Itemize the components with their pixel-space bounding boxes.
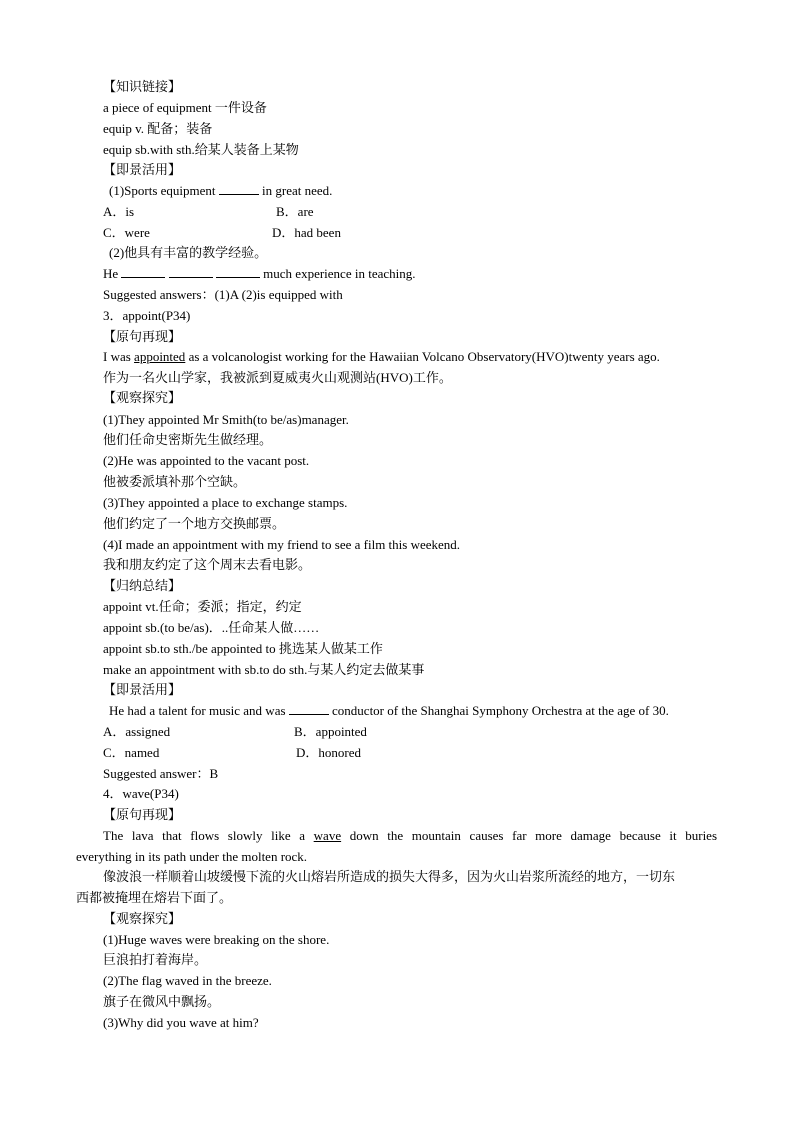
summary-line: appoint vt.任命；委派；指定，约定 <box>103 599 302 614</box>
section-heading-original-sentence: 【原句再现】 <box>103 807 182 822</box>
sentence-text: down the mountain causes far more damage because it buries <box>341 828 718 843</box>
example-sentence: (3)They appointed a place to exchange stamps. <box>103 495 348 510</box>
answer-blank <box>169 266 213 278</box>
translation-continued: 西都被掩埋在熔岩下面了。 <box>76 890 233 905</box>
original-sentence <box>103 828 717 844</box>
item-heading-wave: 4．wave(P34) <box>103 786 179 801</box>
option-d: D．had been <box>272 225 341 240</box>
example-sentence: (3)Why did you wave at him? <box>103 1015 259 1030</box>
example-sentence: (1)Huge waves were breaking on the shore. <box>103 932 330 947</box>
question-text: He <box>103 266 122 281</box>
section-heading-observe: 【观察探究】 <box>103 390 182 405</box>
option-c: C．named <box>103 745 160 760</box>
option-a: A．assigned <box>103 724 171 739</box>
question-2: (2)他具有丰富的教学经验。 <box>109 245 268 260</box>
translation: 像波浪一样顺着山坡缓慢下流的火山熔岩所造成的损失大得多，因为火山岩浆所流经的地方，一切东 <box>103 869 676 884</box>
answer-blank <box>289 703 329 715</box>
sentence-text: as a volcanologist working for the Hawaiian Volcano Observatory(HVO)twenty years ago. <box>185 349 660 364</box>
option-d: D．honored <box>296 745 361 760</box>
section-heading-summary: 【归纳总结】 <box>103 578 182 593</box>
summary-line: make an appointment with sb.to do sth.与某人约定去做某事 <box>103 662 425 677</box>
question-3 <box>109 703 669 719</box>
option-b: B．are <box>276 204 314 219</box>
text-line: equip v. 配备；装备 <box>103 121 213 136</box>
answer-blank <box>121 266 165 278</box>
translation: 他被委派填补那个空缺。 <box>103 474 247 489</box>
section-heading-practice: 【即景活用】 <box>103 682 182 697</box>
example-sentence: (1)They appointed Mr Smith(to be/as)manager. <box>103 412 349 427</box>
summary-line: appoint sb.(to be/as)．..任命某人做…… <box>103 620 320 635</box>
translation: 旗子在微风中飘扬。 <box>103 994 221 1009</box>
example-sentence: (4)I made an appointment with my friend to see a film this weekend. <box>103 537 461 552</box>
translation: 巨浪拍打着海岸。 <box>103 952 208 967</box>
option-b: B．appointed <box>294 724 367 739</box>
item-heading-appoint: 3．appoint(P34) <box>103 308 191 323</box>
section-heading-observe: 【观察探究】 <box>103 911 182 926</box>
original-sentence <box>103 349 660 365</box>
fill-in-line <box>103 266 416 282</box>
answer-blank <box>216 266 260 278</box>
answer-blank <box>219 183 259 195</box>
translation: 作为一名火山学家，我被派到夏威夷火山观测站(HVO)工作。 <box>103 370 452 385</box>
text-line: a piece of equipment 一件设备 <box>103 100 267 115</box>
text-line: equip sb.with sth.给某人装备上某物 <box>103 142 299 157</box>
translation: 我和朋友约定了这个周末去看电影。 <box>103 557 312 572</box>
question-text: in great need. <box>258 183 333 198</box>
suggested-answers: Suggested answers：(1)A (2)is equipped with <box>103 287 343 302</box>
example-sentence: (2)The flag waved in the breeze. <box>103 973 272 988</box>
question-text: He had a talent for music and was <box>109 703 289 718</box>
translation: 他们约定了一个地方交换邮票。 <box>103 516 286 531</box>
example-sentence: (2)He was appointed to the vacant post. <box>103 453 310 468</box>
question-text: much experience in teaching. <box>259 266 416 281</box>
question-text: (1)Sports equipment <box>109 183 219 198</box>
section-heading-knowledge-link: 【知识链接】 <box>103 79 182 94</box>
section-heading-original-sentence: 【原句再现】 <box>103 329 182 344</box>
suggested-answers: Suggested answer：B <box>103 766 219 781</box>
section-heading-practice: 【即景活用】 <box>103 162 182 177</box>
option-a: A．is <box>103 204 135 219</box>
option-c: C．were <box>103 225 150 240</box>
underlined-word: appointed <box>134 349 186 364</box>
question-1 <box>109 183 332 199</box>
sentence-text: The lava that flows slowly like a <box>103 828 314 843</box>
underlined-word: wave <box>313 828 342 843</box>
original-sentence-continued: everything in its path under the molten rock. <box>76 849 308 864</box>
summary-line: appoint sb.to sth./be appointed to 挑选某人做某工作 <box>103 641 383 656</box>
question-text: conductor of the Shanghai Symphony Orchestra at the age of 30. <box>328 703 669 718</box>
sentence-text: I was <box>103 349 135 364</box>
translation: 他们任命史密斯先生做经理。 <box>103 432 273 447</box>
